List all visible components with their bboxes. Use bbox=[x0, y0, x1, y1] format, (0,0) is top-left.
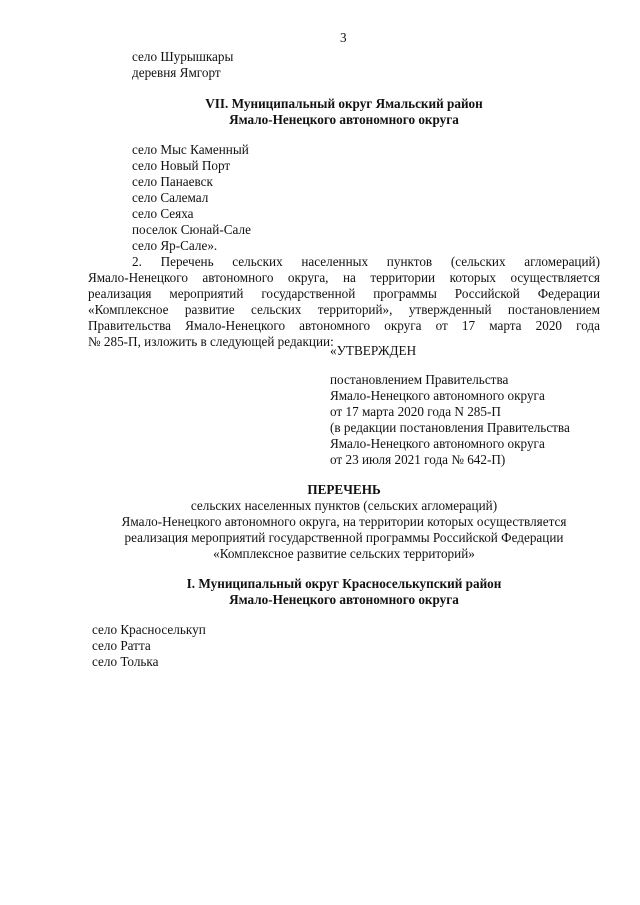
paragraph-2-line: Правительства Ямало-Ненецкого автономного округа от 17 марта 2020 года bbox=[88, 318, 600, 333]
list-item: деревня Ямгорт bbox=[132, 65, 221, 80]
paragraph-2-line: реализация мероприятий государственной программы Российской Федерации bbox=[88, 286, 600, 301]
section-1-title: I. Муниципальный округ Красноселькупский район bbox=[186, 576, 502, 591]
list-heading-line: Ямало-Ненецкого автономного округа, на территории которых осуществляется bbox=[121, 514, 567, 529]
approval-heading: «УТВЕРЖДЕН bbox=[330, 343, 417, 358]
list-item: село Сеяха bbox=[132, 206, 194, 221]
approval-line: (в редакции постановления Правительства bbox=[330, 420, 570, 435]
list-heading-line: «Комплексное развитие сельских территорий» bbox=[213, 546, 475, 561]
list-heading: ПЕРЕЧЕНЬ bbox=[307, 482, 381, 497]
section-7-title: VII. Муниципальный округ Ямальский район bbox=[205, 96, 483, 111]
list-heading-line: реализация мероприятий государственной программы Российской Федерации bbox=[124, 530, 564, 545]
paragraph-2-line: Ямало-Ненецкого автономного округа, на территории которых осуществляется bbox=[88, 270, 600, 285]
paragraph-2-line: № 285-П, изложить в следующей редакции: bbox=[88, 334, 334, 349]
list-item: село Новый Порт bbox=[132, 158, 231, 173]
paragraph-2-line: «Комплексное развитие сельских территорий», утвержденный постановлением bbox=[88, 302, 600, 317]
list-item: село Яр-Сале». bbox=[132, 238, 218, 253]
list-item: село Салемал bbox=[132, 190, 209, 205]
list-heading-line: сельских населенных пунктов (сельских агломераций) bbox=[190, 498, 498, 513]
page-number: 3 bbox=[340, 30, 347, 45]
section-7-subtitle: Ямало-Ненецкого автономного округа bbox=[229, 112, 459, 127]
approval-line: от 23 июля 2021 года № 642-П) bbox=[330, 452, 506, 467]
list-item: поселок Сюнай-Сале bbox=[132, 222, 251, 237]
list-item: село Шурышкары bbox=[132, 49, 234, 64]
approval-line: от 17 марта 2020 года N 285-П bbox=[330, 404, 501, 419]
list-item: село Панаевск bbox=[132, 174, 213, 189]
list-item: село Мыс Каменный bbox=[132, 142, 249, 157]
list-item: село Красноселькуп bbox=[92, 622, 206, 637]
approval-line: Ямало-Ненецкого автономного округа bbox=[330, 436, 545, 451]
approval-line: Ямало-Ненецкого автономного округа bbox=[330, 388, 545, 403]
list-item: село Толька bbox=[92, 654, 159, 669]
approval-line: постановлением Правительства bbox=[330, 372, 509, 387]
paragraph-2-line: 2. Перечень сельских населенных пунктов (сельских агломераций) bbox=[132, 254, 600, 269]
list-item: село Ратта bbox=[92, 638, 151, 653]
section-1-subtitle: Ямало-Ненецкого автономного округа bbox=[229, 592, 459, 607]
